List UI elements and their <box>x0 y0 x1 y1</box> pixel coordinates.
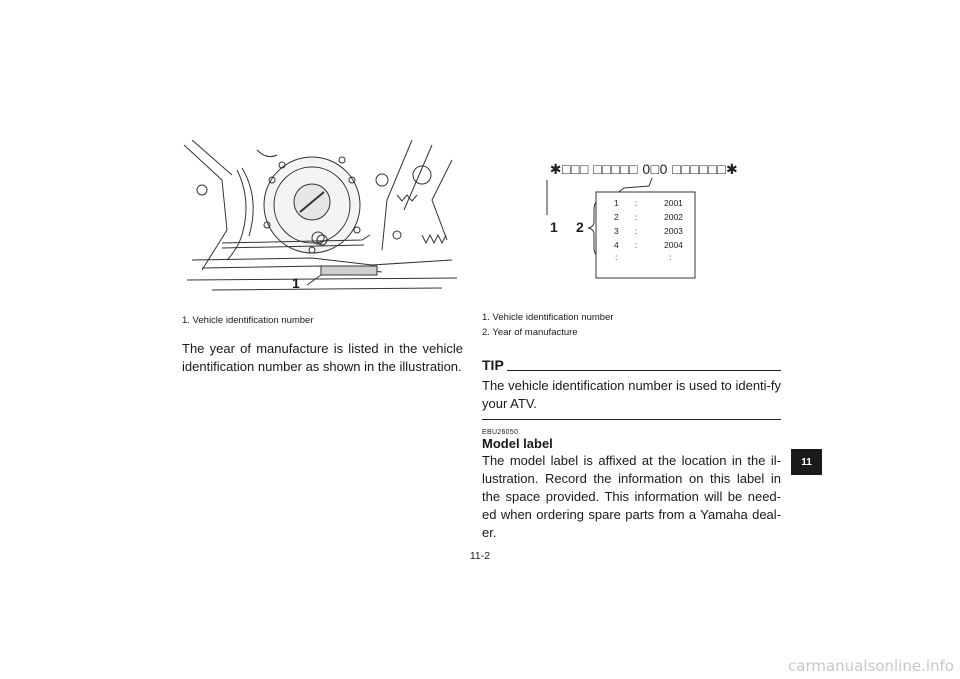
year-row-1-code: 1 <box>614 198 619 208</box>
year-row-4-sep: : <box>634 240 638 250</box>
tip-text: The vehicle identification number is used to identi-fy your ATV. <box>482 378 781 411</box>
tip-rule <box>507 370 781 371</box>
watermark: carmanualsonline.info <box>788 657 954 675</box>
model-label-paragraph: The model label is affixed at the location in the il-lustration. Record the information on this label in the space provided. This information will be need-ed when ordering spare parts from a Yamaha deal-er. <box>482 453 781 540</box>
engine-illustration <box>182 140 462 300</box>
tip-box <box>482 358 781 420</box>
vin-callout-1: 1 <box>550 219 558 235</box>
tip-header <box>482 358 781 373</box>
year-row-2-sep: : <box>634 212 638 222</box>
year-of-manufacture-paragraph: The year of manufacture is listed in the vehicle identification number as shown in the illustration. <box>182 341 463 374</box>
illustration-caption: 1. Vehicle identification number <box>182 315 314 326</box>
year-row-3-sep: : <box>634 226 638 236</box>
tip-bottom-rule <box>482 419 781 420</box>
page-number: 11-2 <box>469 550 491 562</box>
engine-callout-1: 1 <box>292 275 300 291</box>
year-row-4-code: 4 <box>614 240 619 250</box>
section-code: EBU26050 <box>482 429 519 436</box>
year-row-1-sep: : <box>634 198 638 208</box>
year-row-4-year: 2004 <box>664 240 683 250</box>
vin-caption-2: 2. Year of manufacture <box>482 327 578 338</box>
vin-format-diagram <box>524 150 764 285</box>
year-row-1-year: 2001 <box>664 198 683 208</box>
year-row-3-year: 2003 <box>664 226 683 236</box>
year-row-2-code: 2 <box>614 212 619 222</box>
year-ellipsis-year: : <box>669 252 672 262</box>
vin-code-text: ✱□□□ □□□□□ 0□0 □□□□□□✱ <box>549 161 739 177</box>
chapter-tab[interactable]: 11 <box>791 449 822 475</box>
vin-caption-1: 1. Vehicle identification number <box>482 312 614 323</box>
year-row-3-code: 3 <box>614 226 619 236</box>
vin-callout-2: 2 <box>576 219 584 235</box>
tip-title: TIP <box>482 357 504 373</box>
year-ellipsis-code: : <box>615 252 618 262</box>
year-row-2-year: 2002 <box>664 212 683 222</box>
section-title: Model label <box>482 436 553 451</box>
